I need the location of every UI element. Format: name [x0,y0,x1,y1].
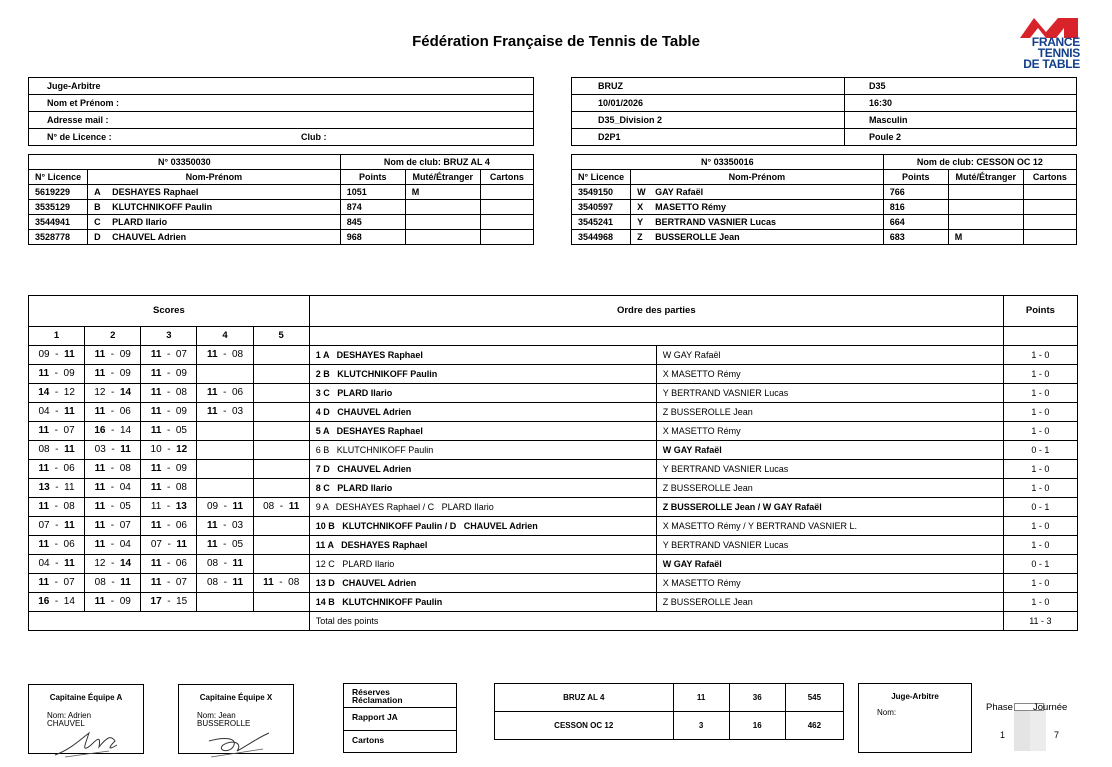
match-row [29,498,1078,517]
match-player-x: X MASETTO Rémy / Y BERTRAND VASNIER L. [656,517,1003,536]
match-date: 10/01/2026 [572,95,845,112]
match-row [29,441,1078,460]
set-score [197,422,253,441]
player-cartons [480,230,533,245]
header-licence: N° Licence [572,170,631,185]
team-a-club: Nom de club: BRUZ AL 4 [340,155,533,170]
summary-table [494,683,844,740]
set-score [197,460,253,479]
page-title: Fédération Française de Tennis de Table [412,33,700,50]
match-player-a: 1 A DESHAYES Raphael [309,346,656,365]
scores-header: Scores [29,296,310,327]
summary-v3: 545 [785,684,843,712]
player-name: X MASETTO Rémy [631,200,884,215]
player-row [29,230,534,245]
header-points: Points [340,170,405,185]
set-number: 3 [141,327,197,346]
captain-x-box [178,684,294,754]
match-player-x: Z BUSSEROLLE Jean [656,593,1003,612]
set-score: 11 - 07 [85,517,141,536]
header-name: Nom-Prénom [88,170,341,185]
matches-table [28,295,1078,631]
set-score [197,365,253,384]
match-player-x: Y BERTRAND VASNIER Lucas [656,536,1003,555]
header-cartons: Cartons [1023,170,1076,185]
player-licence: 3528778 [29,230,88,245]
player-name: Z BUSSEROLLE Jean [631,230,884,245]
set-score [197,441,253,460]
set-score: 11 - 09 [85,365,141,384]
match-player-x: W GAY Rafaël [656,555,1003,574]
match-points: 1 - 0 [1003,593,1077,612]
pool: Poule 2 [845,129,1077,146]
captain-a-signature [51,727,131,761]
reserves-box [343,683,457,753]
player-row [29,200,534,215]
match-points: 1 - 0 [1003,479,1077,498]
player-licence: 3535129 [29,200,88,215]
player-cartons [1023,230,1076,245]
player-row [29,215,534,230]
set-score [253,441,309,460]
set-score [253,479,309,498]
blank-cell [309,327,1003,346]
fftt-logo [1014,14,1080,74]
match-points: 0 - 1 [1003,441,1077,460]
player-cartons [480,200,533,215]
player-row [29,185,534,200]
captain-x-title: Capitaine Équipe X [199,693,273,702]
set-score [197,479,253,498]
set-score: 08 - 11 [197,574,253,593]
header-mute: Muté/Étranger [948,170,1023,185]
player-licence: 3540597 [572,200,631,215]
summary-row [495,712,844,740]
match-points: 1 - 0 [1003,460,1077,479]
match-player-x: Z BUSSEROLLE Jean / W GAY Rafaël [656,498,1003,517]
set-score: 11 - 09 [141,403,197,422]
journee-value: 7 [1054,730,1060,740]
player-row [572,230,1077,245]
match-player-a: 12 C PLARD Ilario [309,555,656,574]
set-score: 11 - 05 [141,422,197,441]
journee-label: Journée [1033,702,1068,713]
match-player-x: W GAY Rafaël [656,441,1003,460]
match-player-a: 2 B KLUTCHNIKOFF Paulin [309,365,656,384]
order-header: Ordre des parties [309,296,1003,327]
set-number: 1 [29,327,85,346]
player-licence: 3544941 [29,215,88,230]
header-licence: N° Licence [29,170,88,185]
player-row [572,185,1077,200]
match-row [29,460,1078,479]
set-score: 11 - 07 [29,422,85,441]
set-score: 09 - 11 [197,498,253,517]
venue: BRUZ [572,78,845,95]
player-cartons [1023,215,1076,230]
set-score: 11 - 09 [141,365,197,384]
set-score: 04 - 11 [29,403,85,422]
match-player-x: X MASETTO Rémy [656,574,1003,593]
blank-cell [1003,327,1077,346]
player-points: 845 [340,215,405,230]
header-points: Points [883,170,948,185]
phase-box [976,683,1078,751]
captain-a-name: Nom: Adrien CHAUVEL [47,711,92,728]
player-name: A DESHAYES Raphael [88,185,341,200]
match-player-x: W GAY Rafaël [656,346,1003,365]
match-points: 1 - 0 [1003,574,1077,593]
summary-team: BRUZ AL 4 [495,684,674,712]
match-points: 1 - 0 [1003,422,1077,441]
header-cartons: Cartons [480,170,533,185]
match-time: 16:30 [845,95,1077,112]
set-score: 16 - 14 [29,593,85,612]
set-score: 03 - 11 [85,441,141,460]
match-row [29,479,1078,498]
match-player-a: 13 D CHAUVEL Adrien [309,574,656,593]
summary-v3: 462 [785,712,843,740]
player-mute [405,215,480,230]
player-name: B KLUTCHNIKOFF Paulin [88,200,341,215]
match-points: 1 - 0 [1003,384,1077,403]
set-score: 11 - 09 [141,460,197,479]
match-row [29,517,1078,536]
referee-sign-box [858,683,972,753]
player-name: Y BERTRAND VASNIER Lucas [631,215,884,230]
set-score: 11 - 05 [197,536,253,555]
set-score: 11 - 07 [29,574,85,593]
match-row [29,555,1078,574]
match-player-a: 10 B KLUTCHNIKOFF Paulin / D CHAUVEL Adrien [309,517,656,536]
match-player-a: 9 A DESHAYES Raphael / C PLARD Ilario [309,498,656,517]
set-score [253,422,309,441]
phase-value: 1 [1000,730,1006,740]
player-name: C PLARD Ilario [88,215,341,230]
match-player-x: X MASETTO Rémy [656,365,1003,384]
set-score [253,384,309,403]
player-mute: M [948,230,1023,245]
set-number: 5 [253,327,309,346]
set-score: 11 - 06 [29,460,85,479]
set-score: 13 - 11 [29,479,85,498]
summary-v2: 36 [729,684,785,712]
set-score [253,460,309,479]
player-cartons [1023,200,1076,215]
set-score: 14 - 12 [29,384,85,403]
player-cartons [480,185,533,200]
match-player-x: Y BERTRAND VASNIER Lucas [656,384,1003,403]
set-score: 11 - 08 [29,498,85,517]
set-number: 4 [197,327,253,346]
player-name: D CHAUVEL Adrien [88,230,341,245]
division-name: D35_Division 2 [572,112,845,129]
set-score: 11 - 08 [141,479,197,498]
referee-table [28,77,534,146]
set-score: 09 - 11 [29,346,85,365]
set-score [253,346,309,365]
player-points: 683 [883,230,948,245]
set-score: 11 - 09 [85,346,141,365]
player-points: 1051 [340,185,405,200]
match-points: 1 - 0 [1003,536,1077,555]
set-score [253,536,309,555]
gender: Masculin [845,112,1077,129]
set-number: 2 [85,327,141,346]
set-score: 11 - 07 [141,346,197,365]
player-licence: 3549150 [572,185,631,200]
match-player-a: 7 D CHAUVEL Adrien [309,460,656,479]
referee-email-row: Adresse mail : [29,112,534,129]
set-score: 11 - 06 [141,555,197,574]
total-value: 11 - 3 [1003,612,1077,631]
match-points: 1 - 0 [1003,346,1077,365]
player-row [572,215,1077,230]
set-score: 11 - 04 [85,479,141,498]
set-score: 07 - 11 [141,536,197,555]
set-score: 11 - 06 [29,536,85,555]
set-score: 08 - 11 [253,498,309,517]
player-points: 816 [883,200,948,215]
referee-sign-name: Nom: [877,708,897,717]
set-score: 11 - 09 [85,593,141,612]
match-row [29,536,1078,555]
set-score: 11 - 03 [197,403,253,422]
set-score: 11 - 03 [197,517,253,536]
set-score [253,593,309,612]
header-name: Nom-Prénom [631,170,884,185]
match-row [29,365,1078,384]
rapport-ja: Rapport JA [344,708,456,731]
team-x-table [571,154,1077,245]
match-player-a: 14 B KLUTCHNIKOFF Paulin [309,593,656,612]
summary-v2: 16 [729,712,785,740]
match-row [29,574,1078,593]
match-info-table [571,77,1077,146]
set-score: 11 - 06 [141,517,197,536]
set-score: 11 - 06 [85,403,141,422]
match-player-x: Z BUSSEROLLE Jean [656,479,1003,498]
set-score [253,555,309,574]
set-score: 11 - 07 [141,574,197,593]
referee-sign-title: Juge-Arbitre [891,692,939,701]
player-cartons [480,215,533,230]
set-score [253,365,309,384]
set-score: 12 - 14 [85,555,141,574]
player-licence: 3544968 [572,230,631,245]
captain-x-signature [203,727,283,761]
match-player-a: 3 C PLARD Ilario [309,384,656,403]
set-score: 08 - 11 [29,441,85,460]
set-score: 08 - 11 [85,574,141,593]
team-x-number: N° 03350016 [572,155,884,170]
player-name: W GAY Rafaël [631,185,884,200]
team-a-table [28,154,534,245]
set-score: 16 - 14 [85,422,141,441]
player-licence: 5619229 [29,185,88,200]
match-player-a: 4 D CHAUVEL Adrien [309,403,656,422]
blank-cell [29,612,310,631]
match-row [29,403,1078,422]
points-header: Points [1003,296,1077,327]
match-row [29,384,1078,403]
captain-a-box [28,684,144,754]
player-points: 874 [340,200,405,215]
set-score: 11 - 06 [197,384,253,403]
match-player-x: Y BERTRAND VASNIER Lucas [656,460,1003,479]
referee-licence-row: N° de Licence : Club : [29,129,534,146]
set-score: 11 - 04 [85,536,141,555]
set-score: 12 - 14 [85,384,141,403]
total-label: Total des points [309,612,1003,631]
captain-x-name: Nom: Jean BUSSEROLLE [197,711,251,728]
player-mute [948,200,1023,215]
match-points: 1 - 0 [1003,517,1077,536]
division-code: D35 [845,78,1077,95]
phase-label: Phase [986,702,1013,713]
set-score: 11 - 08 [85,460,141,479]
set-score: 17 - 15 [141,593,197,612]
set-score: 08 - 11 [197,555,253,574]
match-player-x: X MASETTO Rémy [656,422,1003,441]
player-row [572,200,1077,215]
fftt-logo-text: FRANCE TENNIS DE TABLE [1023,35,1080,71]
match-row [29,422,1078,441]
match-player-a: 6 B KLUTCHNIKOFF Paulin [309,441,656,460]
set-score: 11 - 09 [29,365,85,384]
match-row [29,346,1078,365]
match-points: 1 - 0 [1003,365,1077,384]
set-score: 11 - 13 [141,498,197,517]
match-player-x: Z BUSSEROLLE Jean [656,403,1003,422]
summary-row [495,684,844,712]
captain-a-title: Capitaine Équipe A [49,693,123,702]
referee-club-label: Club : [301,132,327,142]
match-player-a: 8 C PLARD Ilario [309,479,656,498]
reserves-label: Réserves Réclamation [344,684,456,708]
set-score: 04 - 11 [29,555,85,574]
player-mute [405,230,480,245]
player-mute: M [405,185,480,200]
set-score [197,593,253,612]
player-mute [948,185,1023,200]
player-cartons [1023,185,1076,200]
set-score [253,403,309,422]
set-score: 11 - 08 [197,346,253,365]
player-points: 766 [883,185,948,200]
set-score: 11 - 08 [141,384,197,403]
set-score: 11 - 05 [85,498,141,517]
set-score: 10 - 12 [141,441,197,460]
summary-v1: 11 [673,684,729,712]
phase-code: D2P1 [572,129,845,146]
referee-name-row: Nom et Prénom : [29,95,534,112]
referee-row: Juge-Arbitre [29,78,534,95]
player-licence: 3545241 [572,215,631,230]
match-points: 0 - 1 [1003,498,1077,517]
header-mute: Muté/Étranger [405,170,480,185]
summary-team: CESSON OC 12 [495,712,674,740]
match-points: 0 - 1 [1003,555,1077,574]
match-player-a: 5 A DESHAYES Raphael [309,422,656,441]
summary-v1: 3 [673,712,729,740]
team-x-club: Nom de club: CESSON OC 12 [883,155,1076,170]
set-score: 07 - 11 [29,517,85,536]
cartons-label: Cartons [352,735,385,745]
player-points: 968 [340,230,405,245]
set-score [253,517,309,536]
match-row [29,593,1078,612]
player-points: 664 [883,215,948,230]
team-a-number: N° 03350030 [29,155,341,170]
set-score: 11 - 08 [253,574,309,593]
match-player-a: 11 A DESHAYES Raphael [309,536,656,555]
player-mute [405,200,480,215]
player-mute [948,215,1023,230]
match-points: 1 - 0 [1003,403,1077,422]
